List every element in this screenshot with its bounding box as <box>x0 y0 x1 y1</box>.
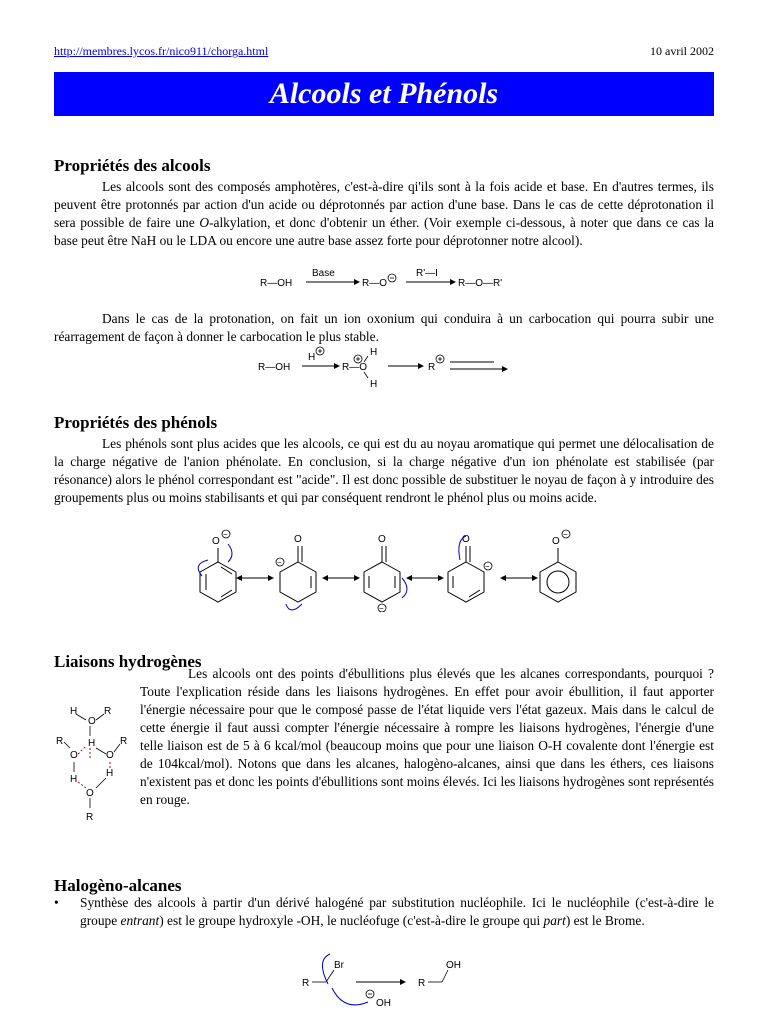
oxonium-h-bottom: H <box>370 379 378 390</box>
bullet: • <box>54 895 59 910</box>
oxonium: R—O <box>342 362 367 373</box>
svg-text:R: R <box>56 736 64 747</box>
para-alcools-1: Les alcools sont des composés amphotères, c'est-à-dire qi'ils sont à la fois acide et base. En d'autres termes, ils peuvent être protonnés par action d'un acide ou déprotonnés par action d'une base. Dans le cas de cette déprotonation il sera possible de faire une O-alkylation, et donc d'obtenir un éther. (Voir exemple ci-dessous, à noter que dans ce cas la base peut être NaH ou le LDA ou encore une autre base assez forte pour déprotonner notre alcool). <box>54 179 714 248</box>
alkyl-iodide: R'—I <box>416 268 438 279</box>
svg-text:−: − <box>379 604 384 612</box>
substitution-scheme <box>296 950 486 1010</box>
base-label: Base <box>312 268 335 279</box>
svg-text:−: − <box>223 530 228 539</box>
alkylation-scheme <box>240 262 540 296</box>
svg-text:R: R <box>104 706 112 717</box>
r-product: R <box>418 978 426 989</box>
svg-text:O: O <box>106 750 114 761</box>
oxygen-1: O <box>212 536 220 547</box>
page-title: Alcools et Phénols <box>54 72 714 116</box>
bullet-text: Synthèse des alcools à partir d'un dérivé halogéné par substitution nucléophile. Ici le nucléophile (c'est-à-dire le groupe entrant) est le groupe hydroxyle -OH, le nucléofuge (c'est-à-dire le groupe qui part) est le Brome. <box>80 895 714 928</box>
hbond-diagram <box>54 700 140 830</box>
heading-halogeno: Halogèno-alcanes <box>54 876 182 895</box>
svg-text:R: R <box>86 812 94 823</box>
page-header <box>54 44 714 62</box>
header-date: 10 avril 2002 <box>650 44 714 58</box>
reactant-alcohol-2: R—OH <box>258 362 291 373</box>
svg-text:H: H <box>106 768 114 779</box>
oxygen-2: O <box>294 534 302 545</box>
carbocation: R <box>428 362 436 373</box>
svg-text:O: O <box>70 750 78 761</box>
svg-text:H: H <box>70 706 78 717</box>
svg-text:R: R <box>120 736 128 747</box>
protonation-scheme <box>250 342 520 392</box>
para-liaisons-1: Les alcools ont des points d'ébullitions plus élevés que les alcanes correspondants, pourquoi ? Toute l'explication réside dans les liaisons hydrogènes. En effet pour avoir ébullition, il faut apporter l'énergie nécessaire pour que le composé passe de l'état liquide vers l'état gazeux. Mais dans le calcul de cette énergie il faut aussi compter l'énergie nécessaire à rompre les liaisons hydrogènes, l'énergie d'une telle liaison est de 5 à 6 kcal/mol (beaucoup moins que pour une liaison O-H covalente dont l'énergie est de 104kcal/mol). Notons que dans les alcanes, halogèno-alcanes, ainsi que dans les éthers, ces liaisons n'existent pas et donc les points d'ébullitions sont moins élevés. Ici les liaisons hydrogènes sont représentés en rouge. <box>140 666 714 807</box>
proton-label: H <box>308 352 316 363</box>
oxygen-5: O <box>552 536 560 547</box>
alcohol-product: OH <box>446 960 461 971</box>
oxygen-3: O <box>378 534 386 545</box>
heading-phenols: Propriétés des phénols <box>54 413 218 432</box>
bromine-label: Br <box>334 960 344 971</box>
r-reactant: R <box>302 978 310 989</box>
svg-text:H: H <box>88 738 96 749</box>
ether-product: R—O—R' <box>458 278 503 289</box>
source-link[interactable]: http://membres.lycos.fr/nico911/chorga.html <box>54 44 269 58</box>
para-phenols-1: Les phénols sont plus acides que les alcools, ce qui est du au noyau aromatique qui permet une délocalisation de la charge négative de l'anion phénolate. En conclusion, si la charge négative d'un ion phénolate est stabilisée (par résonance) alors le phénol correspondant est "acide". Il est donc possible de substituer le noyau de façon à y introduire des groupements plus ou moins stabilisants et qui par conséquent rendront le phénol plus ou moins acide. <box>54 436 714 505</box>
heading-alcools: Propriétés des alcools <box>54 156 211 175</box>
oxygen-4: O <box>462 534 470 545</box>
para-alcools-2: Dans le cas de la protonation, on fait un ion oxonium qui conduira à un carbocation qui pourra subir une réarragement de façon à donner le carbocation le plus stable. <box>54 311 714 344</box>
oxonium-h-top: H <box>370 347 378 358</box>
phenolate-resonance <box>170 526 590 612</box>
svg-text:O: O <box>88 716 96 727</box>
reactant-alcohol: R—OH <box>260 278 293 289</box>
alkoxide: R—O <box>362 278 387 289</box>
svg-text:−: − <box>563 530 568 539</box>
svg-text:−: − <box>277 558 282 567</box>
hydroxide-nucleophile: OH <box>376 998 391 1009</box>
svg-text:−: − <box>485 562 490 571</box>
svg-text:O: O <box>86 788 94 799</box>
list-item <box>54 894 714 954</box>
svg-text:H: H <box>70 774 78 785</box>
heading-liaisons: Liaisons hydrogènes <box>54 652 202 671</box>
